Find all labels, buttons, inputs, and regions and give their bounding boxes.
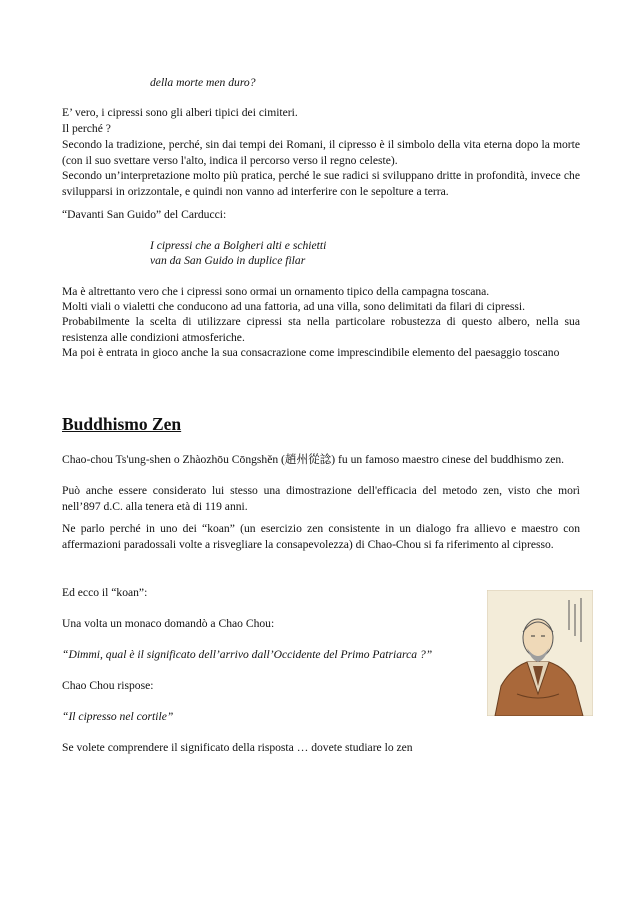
paragraph-line: Ma è altrettanto vero che i cipressi sono ormai un ornamento tipico della campagna toscana.	[62, 285, 490, 298]
verse-line: van da San Guido in duplice filar	[150, 254, 306, 267]
koan-question: “Dimmi, qual è il significato dell’arrivo dall’Occidente del Primo Patriarca ?”	[62, 648, 433, 661]
paragraph: Ma poi è entrata in gioco anche la sua consacrazione come imprescindibile elemento del paesaggio toscano	[62, 346, 560, 359]
paragraph: Ed ecco il “koan”:	[62, 586, 148, 599]
paragraph: Ne parlo perché in uno dei “koan” (un esercizio zen consistente in un dialogo fra allievo e maestro con affermazioni paradossali volte a risvegliare la consapevolezza) di Chao-Chou si fa riferimento al cipresso.	[62, 522, 580, 551]
paragraph: Può anche essere considerato lui stesso una dimostrazione dell'efficacia del metodo zen, visto che morì nell’897 d.C. alla tenera età di 119 anni.	[62, 484, 580, 513]
zen-master-portrait	[487, 590, 593, 716]
carducci-intro: “Davanti San Guido” del Carducci:	[62, 208, 227, 221]
paragraph: Chao-chou Ts'ung-shen o Zhàozhōu Cōngshěn (趙州從諗) fu un famoso maestro cinese del buddhismo zen.	[62, 453, 565, 466]
paragraph: Chao Chou rispose:	[62, 679, 154, 692]
verse-line: I cipressi che a Bolgheri alti e schietti	[150, 239, 327, 252]
paragraph-line: Il perché ?	[62, 122, 111, 135]
koan-answer: “Il cipresso nel cortile”	[62, 710, 174, 723]
paragraph: Secondo un’interpretazione molto più pratica, perché le sue radici si sviluppano dritte in profondità, invece che svilupparsi in orizzontale, e quindi non vanno ad interferire con le sepolture a terra.	[62, 169, 580, 198]
verse-opening: della morte men duro?	[150, 76, 256, 89]
paragraph: Se volete comprendere il significato della risposta … dovete studiare lo zen	[62, 741, 413, 754]
section-heading: Buddhismo Zen	[62, 414, 182, 434]
paragraph: Probabilmente la scelta di utilizzare cipressi sta nella particolare robustezza di questo albero, nella sua resistenza alle condizioni atmosferiche.	[62, 315, 580, 344]
paragraph-line: Molti viali o vialetti che conducono ad una fattoria, ad una villa, sono delimitati da filari di cipressi.	[62, 300, 525, 313]
paragraph-line: E’ vero, i cipressi sono gli alberi tipici dei cimiteri.	[62, 106, 298, 119]
paragraph: Secondo la tradizione, perché, sin dai tempi dei Romani, il cipresso è il simbolo della vita eterna dopo la morte (con il suo svettare verso l'alto, indica il percorso verso il regno celeste).	[62, 138, 580, 167]
paragraph: Una volta un monaco domandò a Chao Chou:	[62, 617, 275, 630]
